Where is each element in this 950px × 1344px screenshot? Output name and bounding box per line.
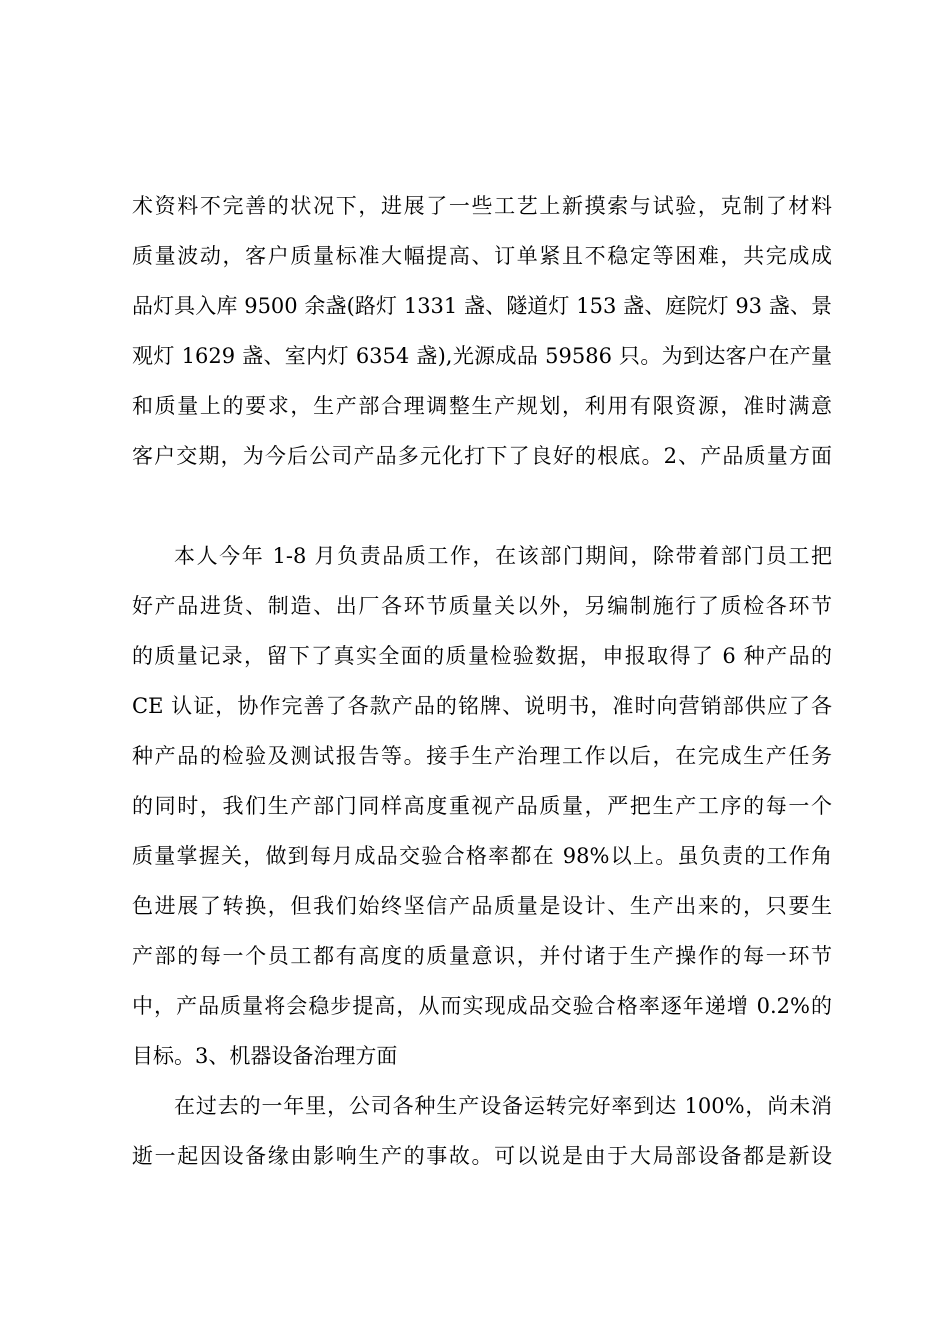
paragraph-1-line-2: 质量波动，客户质量标准大幅提高、订单紧且不稳定等困难，共完成成 bbox=[132, 244, 832, 268]
paragraph-1-line-5: 和质量上的要求，生产部合理调整生产规划，利用有限资源，准时满意 bbox=[132, 394, 832, 418]
paragraph-2-line-2: 好产品进货、制造、出厂各环节质量关以外，另编制施行了质检各环节 bbox=[132, 594, 832, 618]
paragraph-3-line-2: 逝一起因设备缘由影响生产的事故。可以说是由于大局部设备都是新设 bbox=[132, 1144, 832, 1168]
paragraph-2-line-4: CE 认证，协作完善了各款产品的铭牌、说明书，准时向营销部供应了各 bbox=[132, 694, 832, 718]
paragraph-1-line-4: 观灯 1629 盏、室内灯 6354 盏),光源成品 59586 只。为到达客户在产量 bbox=[132, 344, 832, 368]
paragraph-2-line-3: 的质量记录，留下了真实全面的质量检验数据，申报取得了 6 种产品的 bbox=[132, 644, 832, 668]
paragraph-1-line-1: 术资料不完善的状况下，进展了一些工艺上新摸索与试验，克制了材料 bbox=[132, 194, 832, 218]
paragraph-2-line-9: 产部的每一个员工都有高度的质量意识，并付诸于生产操作的每一环节 bbox=[132, 944, 832, 968]
paragraph-2-line-7: 质量掌握关，做到每月成品交验合格率都在 98%以上。虽负责的工作角 bbox=[132, 844, 832, 868]
paragraph-1-line-6: 客户交期，为今后公司产品多元化打下了良好的根底。2、产品质量方面 bbox=[132, 444, 832, 468]
paragraph-2-line-5: 种产品的检验及测试报告等。接手生产治理工作以后，在完成生产任务 bbox=[132, 744, 832, 768]
paragraph-2-line-1: 本人今年 1-8 月负责品质工作，在该部门期间，除带着部门员工把 bbox=[174, 544, 832, 568]
paragraph-2-line-8: 色进展了转换，但我们始终坚信产品质量是设计、生产出来的，只要生 bbox=[132, 894, 832, 918]
paragraph-2-line-11: 目标。3、机器设备治理方面 bbox=[132, 1044, 398, 1068]
paragraph-2-line-6: 的同时，我们生产部门同样高度重视产品质量，严把生产工序的每一个 bbox=[132, 794, 832, 818]
paragraph-1-line-3: 品灯具入库 9500 余盏(路灯 1331 盏、隧道灯 153 盏、庭院灯 93 盏、景 bbox=[132, 294, 832, 318]
paragraph-2-line-10: 中，产品质量将会稳步提高，从而实现成品交验合格率逐年递增 0.2%的 bbox=[132, 994, 832, 1018]
paragraph-3-line-1: 在过去的一年里，公司各种生产设备运转完好率到达 100%，尚未消 bbox=[174, 1094, 832, 1118]
